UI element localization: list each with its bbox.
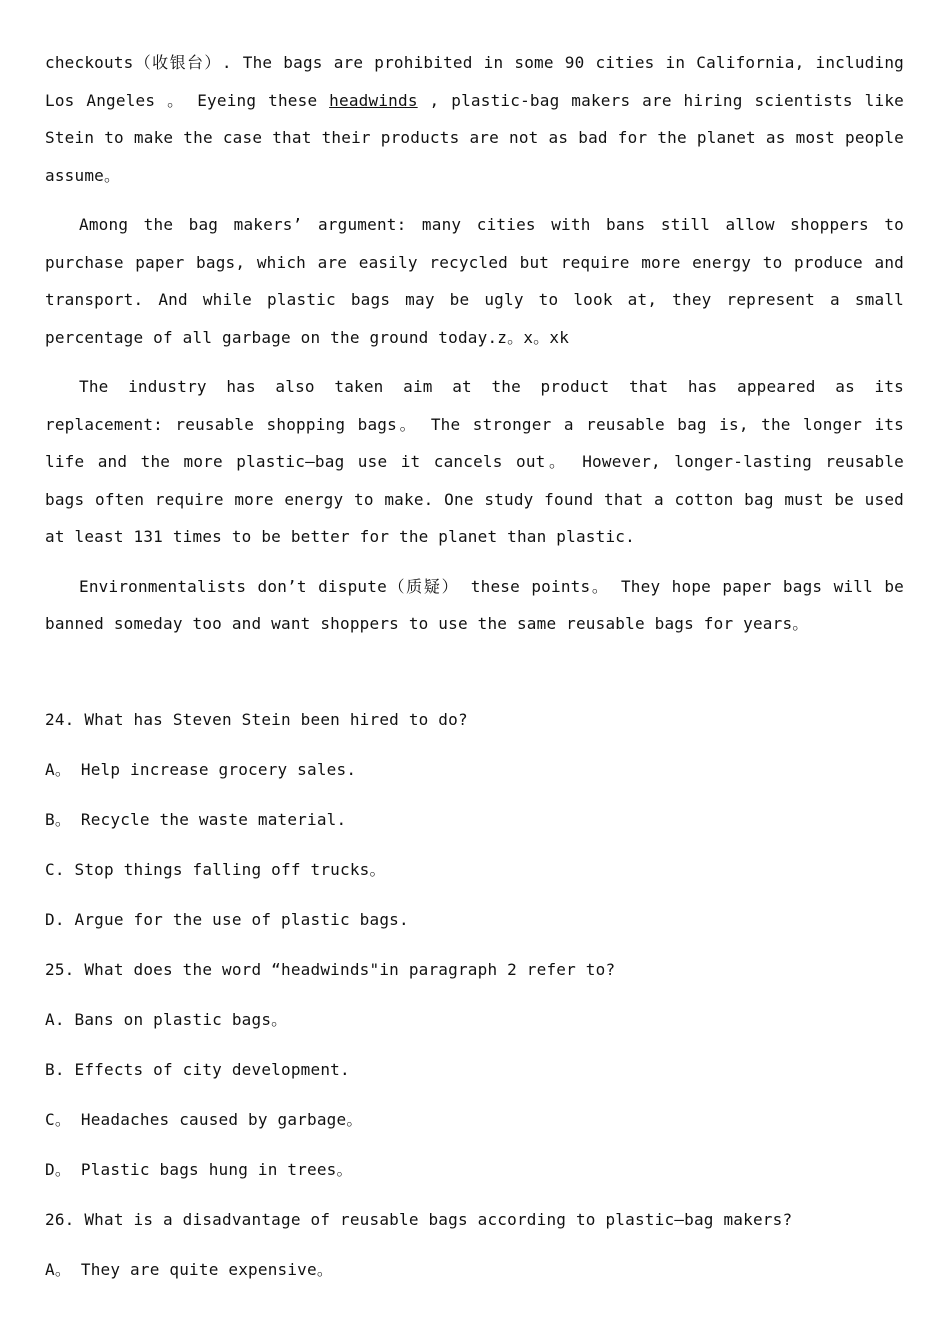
question-24-option-c: C. Stop things falling off trucks。 (45, 859, 386, 879)
question-24-option-b: B。 Recycle the waste material. (45, 809, 347, 829)
underlined-word-headwinds: headwinds (329, 90, 418, 110)
question-25-option-a: A. Bans on plastic bags。 (45, 1009, 288, 1029)
question-26-option-a: A。 They are quite expensive。 (45, 1259, 334, 1279)
paragraph-1-text-start: checkouts（收银台）. The bags are prohibited in some 90 cities in California, including Los Angeles 。 Eyeing these (45, 53, 904, 110)
passage-paragraph-1 (45, 44, 904, 194)
document-page (45, 44, 904, 1309)
question-24-option-d: D. Argue for the use of plastic bags. (45, 909, 409, 929)
passage-paragraph-4: Environmentalists don’t dispute（质疑） these points。 They hope paper bags will be banned someday too and want shoppers to use the same reusable bags for years。 (45, 576, 904, 633)
question-25-option-b: B. Effects of city development. (45, 1059, 350, 1079)
question-25-stem: 25. What does the word “headwinds"in paragraph 2 refer to? (45, 959, 616, 979)
question-24-option-a: A。 Help increase grocery sales. (45, 759, 357, 779)
question-25-option-c: C。 Headaches caused by garbage。 (45, 1109, 363, 1129)
question-24-stem: 24. What has Steven Stein been hired to do? (45, 709, 468, 729)
question-25-option-d: D。 Plastic bags hung in trees。 (45, 1159, 353, 1179)
passage-paragraph-3: The industry has also taken aim at the product that has appeared as its replacement: reusable shopping bags。 The stronger a reusable bag is, the longer its life and the more plastic—bag use it cancels out。 However, longer-lasting reusable bags often require more energy to make. One study found that a cotton bag must be used at least 131 times to be better for the planet than plastic. (45, 377, 904, 546)
question-26-stem: 26. What is a disadvantage of reusable bags according to plastic—bag makers? (45, 1209, 793, 1229)
paragraph-1-text-end: , plastic-bag makers are hiring scientists like Stein to make the case that their products are not as bad for the planet as most people assume。 (45, 90, 904, 185)
questions-section (45, 709, 904, 1309)
passage-paragraph-2: Among the bag makers’ argument: many cities with bans still allow shoppers to purchase paper bags, which are easily recycled but require more energy to produce and transport. And while plastic bags may be ugly to look at, they represent a small percentage of all garbage on the ground today.z。x。xk (45, 215, 904, 347)
